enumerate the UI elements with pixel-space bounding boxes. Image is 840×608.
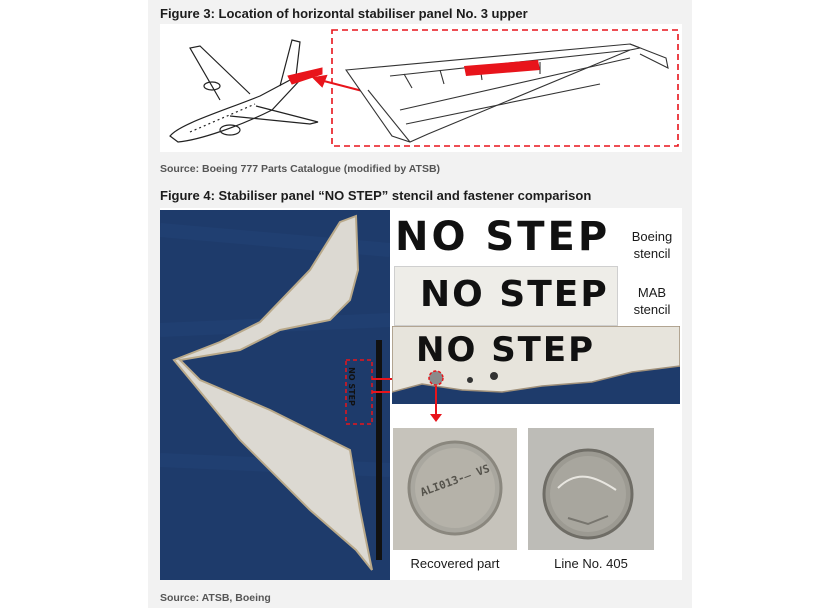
line-405-fastener-drawing <box>528 428 654 550</box>
mab-label-text: MAB stencil <box>633 285 671 317</box>
figure-3-source: Source: Boeing 777 Parts Catalogue (modified by ATSB) <box>160 163 441 175</box>
boeing-stencil-label <box>624 228 680 262</box>
recovered-fastener-drawing <box>393 428 517 550</box>
mab-stencil-text: NO STEP <box>420 274 609 315</box>
recovered-fastener-text: ALI013-̶ VS <box>418 461 492 500</box>
line-405-photo <box>528 428 654 550</box>
figure-4-source: Source: ATSB, Boeing <box>160 592 271 604</box>
stabiliser-detail <box>346 44 668 142</box>
recovered-part-caption: Recovered part <box>410 556 500 571</box>
fastener-arrow-head <box>430 414 442 422</box>
boeing-stencil-text: NO STEP <box>395 214 611 260</box>
stabiliser-panel-photo <box>160 210 390 580</box>
fastener-arrow <box>435 386 437 416</box>
fragment-stencil-text: NO STEP <box>416 330 596 370</box>
recovered-part-photo <box>393 428 517 550</box>
panel-stencil-text: NO STEP <box>346 367 356 406</box>
aircraft-drawing <box>170 40 318 142</box>
mab-stencil-label <box>624 284 680 318</box>
stabiliser-location-diagram <box>160 24 682 152</box>
fragment-arrow <box>372 378 394 380</box>
figure-3-image <box>160 24 682 152</box>
figure-4-title: Figure 4: Stabiliser panel “NO STEP” stencil and fastener comparison <box>160 188 592 203</box>
line-405-caption: Line No. 405 <box>554 556 628 571</box>
boeing-label-text: Boeing stencil <box>631 229 673 261</box>
figure-3-title: Figure 3: Location of horizontal stabiliser panel No. 3 upper <box>160 6 528 21</box>
